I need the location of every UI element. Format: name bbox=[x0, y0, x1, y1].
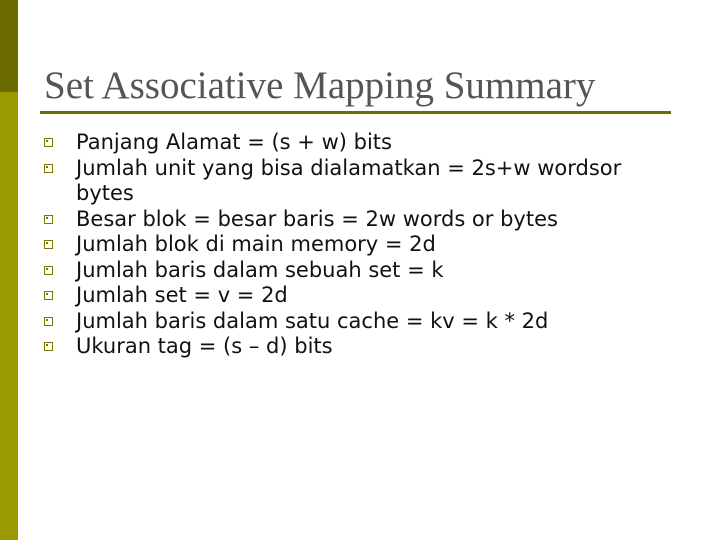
bullet-text: Besar blok = besar baris = 2w words or bytes bbox=[76, 206, 558, 231]
square-bullet-icon bbox=[44, 164, 53, 173]
bullet-item bbox=[44, 130, 694, 156]
square-bullet-icon bbox=[44, 138, 53, 147]
square-bullet-icon bbox=[44, 317, 53, 326]
bullet-text: Jumlah baris dalam sebuah set = k bbox=[76, 257, 444, 282]
bullet-text: Jumlah baris dalam satu cache = kv = k * 2d bbox=[76, 308, 549, 333]
slide-title: Set Associative Mapping Summary bbox=[44, 64, 596, 107]
square-bullet-icon bbox=[44, 240, 53, 249]
bullet-item bbox=[44, 309, 694, 335]
sidebar-bar-top bbox=[0, 0, 18, 92]
title-divider bbox=[40, 111, 671, 114]
bullet-text: Jumlah blok di main memory = 2d bbox=[76, 232, 436, 256]
square-bullet-icon bbox=[44, 215, 53, 224]
bullet-item bbox=[44, 283, 694, 309]
bullet-list bbox=[44, 130, 694, 360]
square-bullet-icon bbox=[44, 291, 53, 300]
bullet-text: Jumlah set = v = 2d bbox=[76, 283, 288, 307]
bullet-item bbox=[44, 232, 694, 258]
bullet-item bbox=[44, 334, 694, 360]
bullet-item bbox=[44, 258, 694, 284]
square-bullet-icon bbox=[44, 342, 53, 351]
bullet-item bbox=[44, 207, 694, 233]
bullet-item bbox=[44, 156, 694, 207]
square-bullet-icon bbox=[44, 266, 53, 275]
bullet-text: Ukuran tag = (s – d) bits bbox=[76, 334, 333, 358]
bullet-text: Jumlah unit yang bisa dialamatkan = 2s+w wordsor bytes bbox=[76, 155, 622, 205]
bullet-text: Panjang Alamat = (s + w) bits bbox=[76, 130, 392, 154]
